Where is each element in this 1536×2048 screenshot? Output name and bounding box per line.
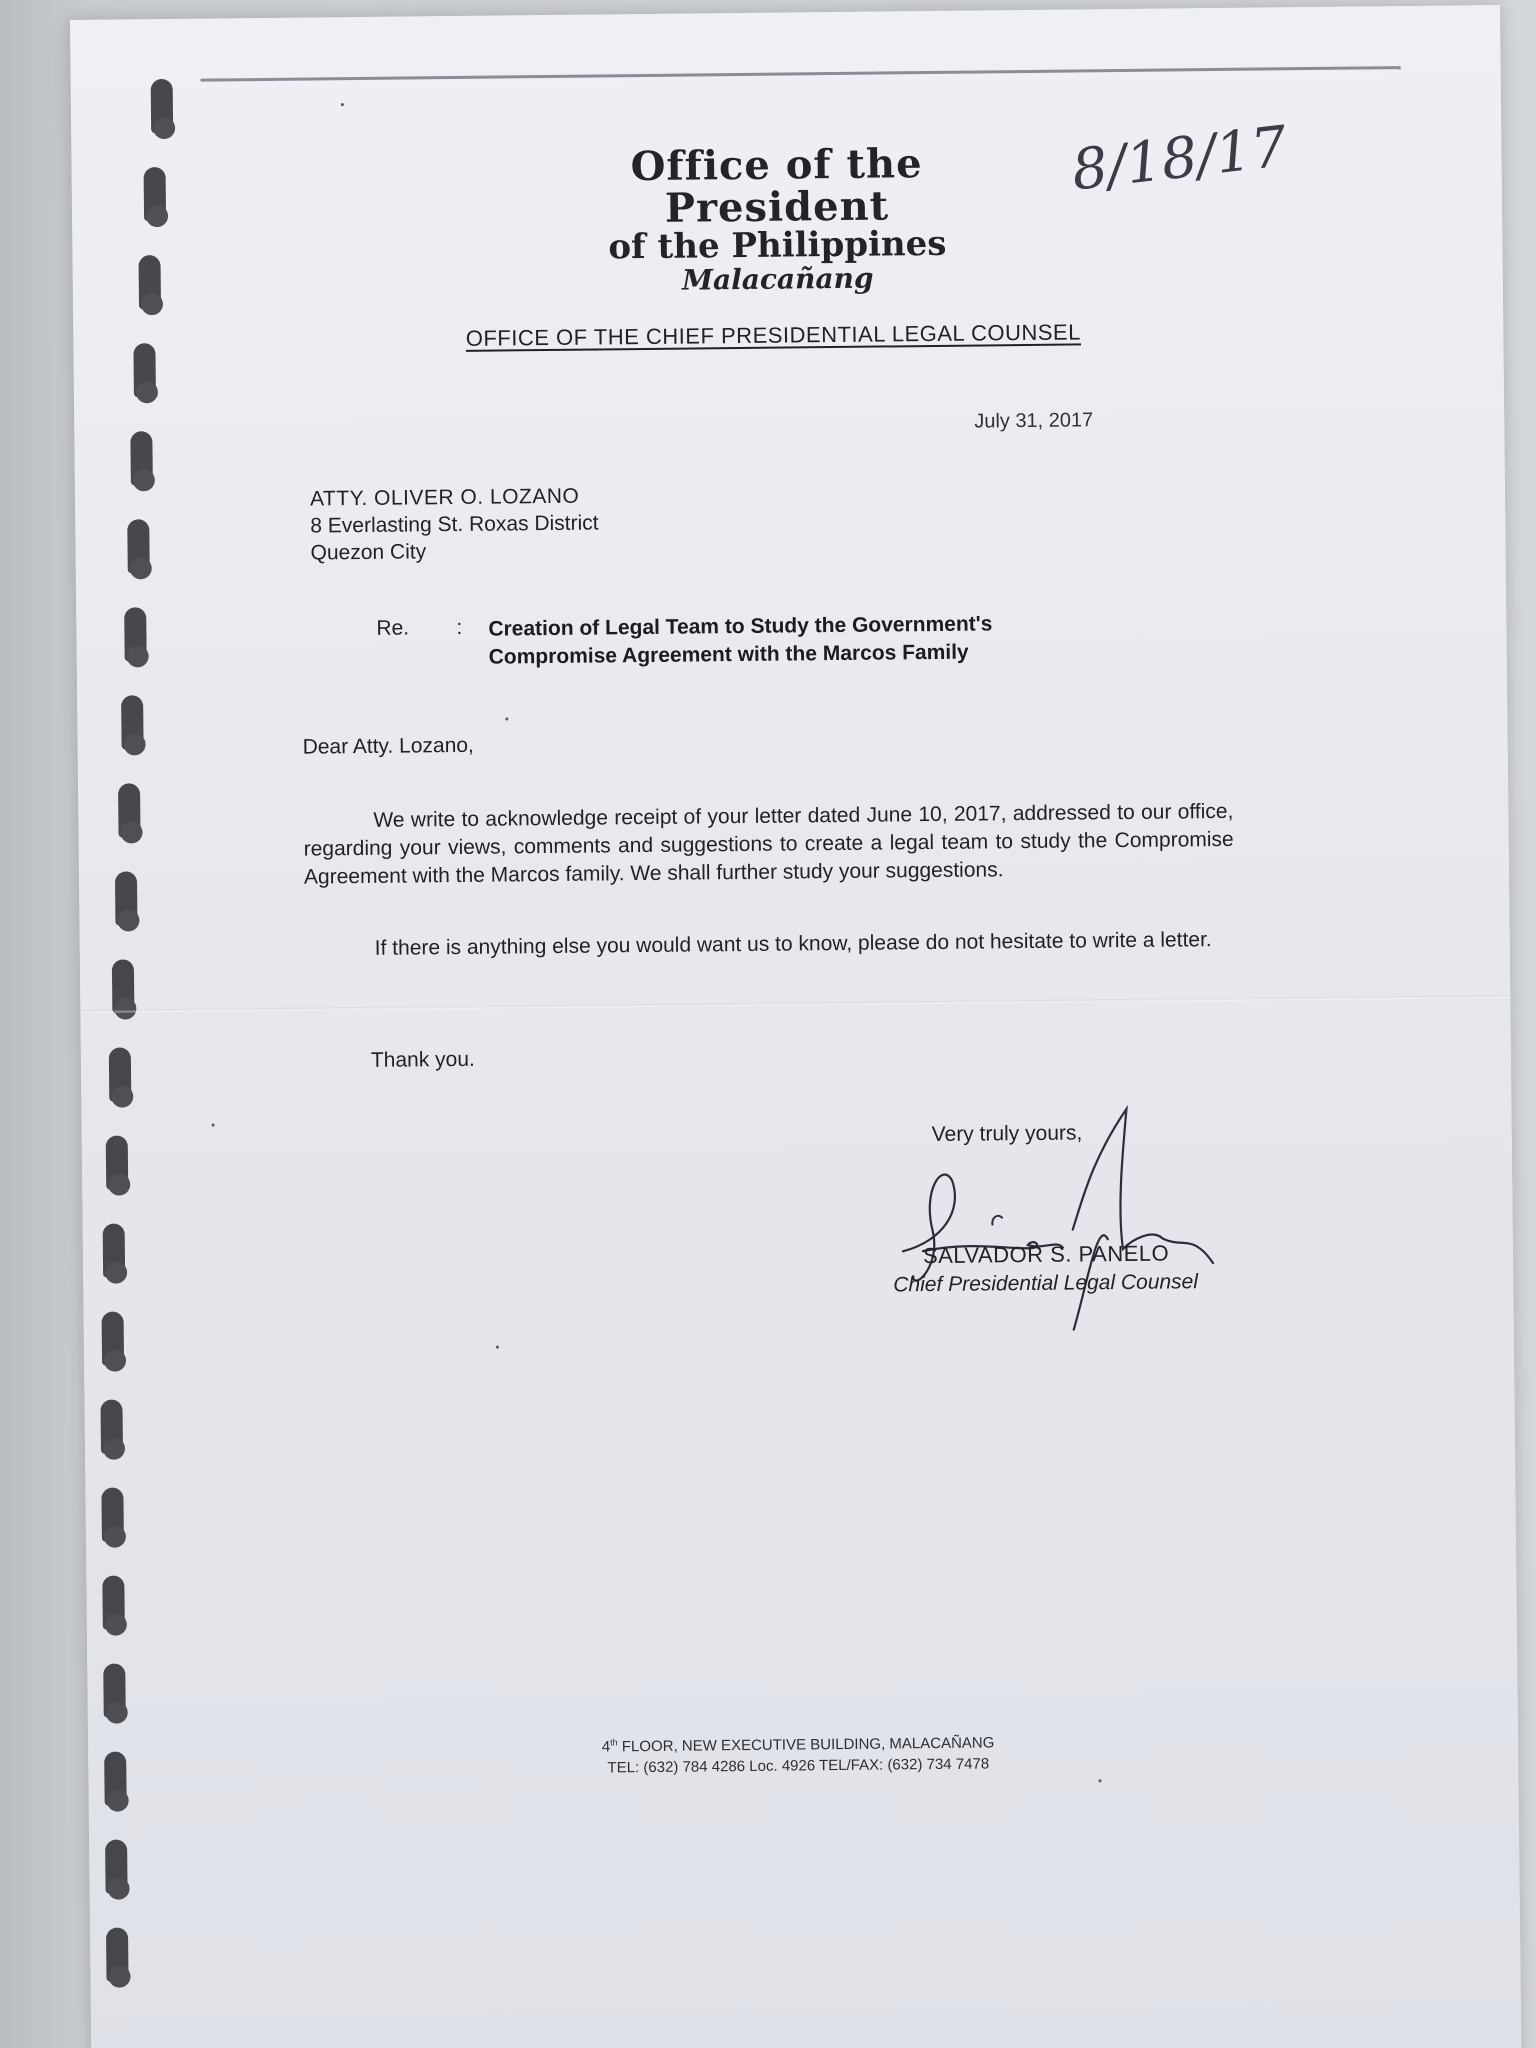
letter-date: July 31, 2017: [974, 409, 1094, 433]
letter-sheet: [70, 5, 1521, 2048]
top-rule: [201, 66, 1401, 82]
re-subject: [488, 609, 1109, 671]
footer-address: [488, 1727, 1108, 1779]
perforation-mark: [118, 783, 141, 837]
perforation-mark: [105, 1840, 128, 1894]
perforation-mark: [124, 607, 147, 661]
letterhead-line-3: Malacañang: [681, 261, 874, 297]
body-paragraph-2: If there is anything else you would want us to know, please do not hesitate to write a letter.: [374, 928, 1212, 960]
fold-crease: [80, 995, 1510, 1013]
perforation-mark: [127, 519, 150, 573]
paper-speck: [505, 717, 508, 720]
tractor-feed-perforations: [70, 18, 242, 2048]
re-subject-line-1: Creation of Legal Team to Study the Government's: [488, 612, 993, 641]
paper-speck: [1098, 1779, 1101, 1782]
footer-floor-number: 4: [601, 1738, 611, 1756]
perforation-mark: [133, 343, 156, 397]
office-heading: OFFICE OF THE CHIEF PRESIDENTIAL LEGAL COUNSEL: [465, 319, 1081, 351]
perforation-mark: [106, 1927, 129, 1981]
recipient-address-line-1: 8 Everlasting St. Roxas District: [310, 511, 599, 538]
signature-scribble: [881, 1098, 1243, 1342]
footer-phone: TEL: (632) 784 4286 Loc. 4926 TEL/FAX: (632) 734 7478: [607, 1755, 990, 1777]
body-paragraph-1: We write to acknowledge receipt of your letter dated June 10, 2017, addressed to our office, regarding your views, comments and suggestions to create a legal team to study the Compromise Agreement with the Marcos family. We shall further study your suggestions.: [303, 799, 1234, 889]
perforation-mark: [115, 871, 138, 925]
recipient-name: ATTY. OLIVER O. LOZANO: [309, 484, 580, 511]
paper-speck: [496, 1346, 499, 1349]
signer-title: Chief Presidential Legal Counsel: [893, 1270, 1199, 1297]
perforation-mark: [101, 1488, 124, 1542]
re-colon: :: [456, 615, 463, 639]
footer-address-text: FLOOR, NEW EXECUTIVE BUILDING, MALACAÑANG: [621, 1734, 995, 1756]
signer-name: SALVADOR S. PANELO: [922, 1240, 1170, 1269]
perforation-mark: [151, 79, 174, 133]
perforation-mark: [102, 1576, 125, 1630]
thank-you: Thank you.: [370, 1047, 475, 1072]
perforation-mark: [121, 695, 144, 749]
perforation-mark: [100, 1400, 123, 1454]
perforation-mark: [103, 1223, 126, 1277]
paper-speck: [212, 1124, 215, 1127]
letterhead-line-2: of the Philippines: [608, 223, 947, 268]
handwritten-date: 8/18/17: [1068, 114, 1291, 204]
perforation-mark: [144, 167, 167, 221]
recipient-block: [310, 482, 599, 566]
perforation-mark: [102, 1312, 125, 1366]
paper-speck: [341, 103, 344, 106]
letterhead: [541, 142, 1013, 296]
footer-floor-suffix: th: [610, 1737, 618, 1748]
letterhead-line-1: Office of the President: [630, 140, 923, 232]
salutation: Dear Atty. Lozano,: [302, 733, 474, 759]
perforation-mark: [106, 1135, 129, 1189]
perforation-mark: [103, 1664, 126, 1718]
re-block: [376, 609, 1136, 669]
closing: Very truly yours,: [931, 1121, 1083, 1147]
re-label: Re.: [376, 616, 410, 640]
perforation-mark: [130, 431, 153, 485]
perforation-mark: [112, 959, 135, 1013]
perforation-mark: [109, 1047, 132, 1101]
re-subject-line-2: Compromise Agreement with the Marcos Family: [488, 640, 969, 669]
recipient-address-line-2: Quezon City: [310, 540, 427, 565]
perforation-mark: [104, 1752, 127, 1806]
perforation-mark: [138, 255, 161, 309]
